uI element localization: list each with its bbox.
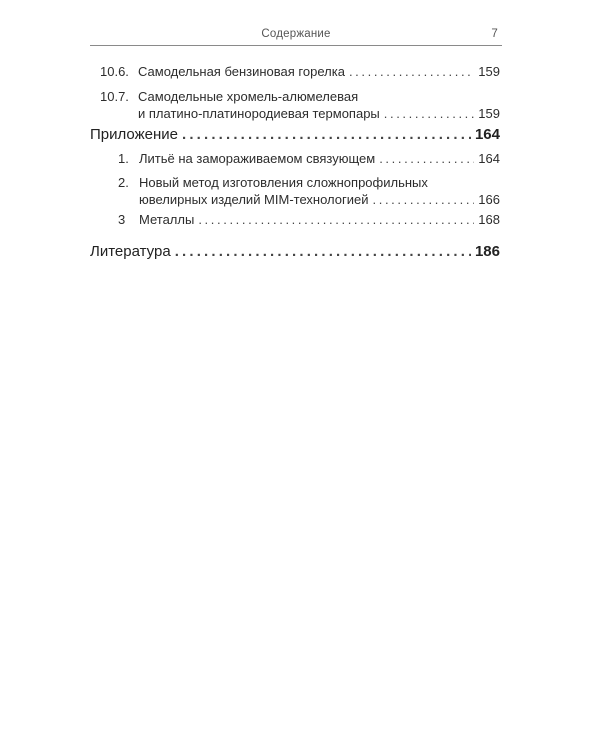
toc-section-title: Приложение — [90, 126, 178, 143]
toc-entry-title-line-2: и платино-платинородиевая термопары — [138, 106, 380, 121]
toc-entry-title-line-1: Новый метод изготовления сложнопрофильных — [139, 175, 428, 190]
toc-entry-title: Металлы — [139, 212, 195, 227]
running-header — [90, 28, 502, 46]
toc-leader-dots — [349, 63, 474, 80]
toc-leader-dots — [182, 125, 471, 145]
toc-entry-title: Литьё на замораживаемом связующем — [139, 151, 376, 166]
toc-section-entry — [90, 125, 500, 145]
toc-section-page: 164 — [474, 126, 500, 143]
header-rule — [90, 45, 502, 46]
toc-entry-number: 2. — [118, 175, 129, 190]
toc-entry — [118, 150, 500, 167]
toc-entry-number: 1. — [118, 151, 129, 166]
toc-entry — [100, 63, 500, 80]
toc-leader-dots — [373, 191, 475, 208]
toc-entry-page: 159 — [478, 106, 500, 121]
toc-leader-dots — [175, 242, 471, 262]
toc-entry — [118, 211, 500, 228]
toc-entry-title-line-1: Самодельные хромель-алюмелевая — [138, 89, 359, 104]
toc-leader-dots — [198, 211, 474, 228]
toc-entry-number: 10.7. — [100, 89, 129, 104]
page-number: 7 — [491, 28, 498, 40]
toc-entry-number: 10.6. — [100, 64, 129, 79]
toc-leader-dots — [379, 150, 474, 167]
toc-entry — [100, 88, 500, 122]
toc-section-title: Литература — [90, 243, 171, 260]
toc-entry-page: 168 — [478, 212, 500, 227]
toc-leader-dots — [384, 105, 475, 122]
toc-section-page: 186 — [474, 243, 500, 260]
toc-entry-page: 159 — [478, 64, 500, 79]
toc-entry-page: 164 — [478, 151, 500, 166]
toc-entry — [118, 174, 500, 208]
running-header-title: Содержание — [261, 28, 331, 40]
toc-entry-number: 3 — [118, 212, 126, 227]
toc-entry-title: Самодельная бензиновая горелка — [138, 64, 345, 79]
toc-entry-title-line-2: ювелирных изделий MIM-технологией — [139, 192, 369, 207]
toc-entry-page: 166 — [478, 192, 500, 207]
toc-section-entry — [90, 242, 500, 262]
